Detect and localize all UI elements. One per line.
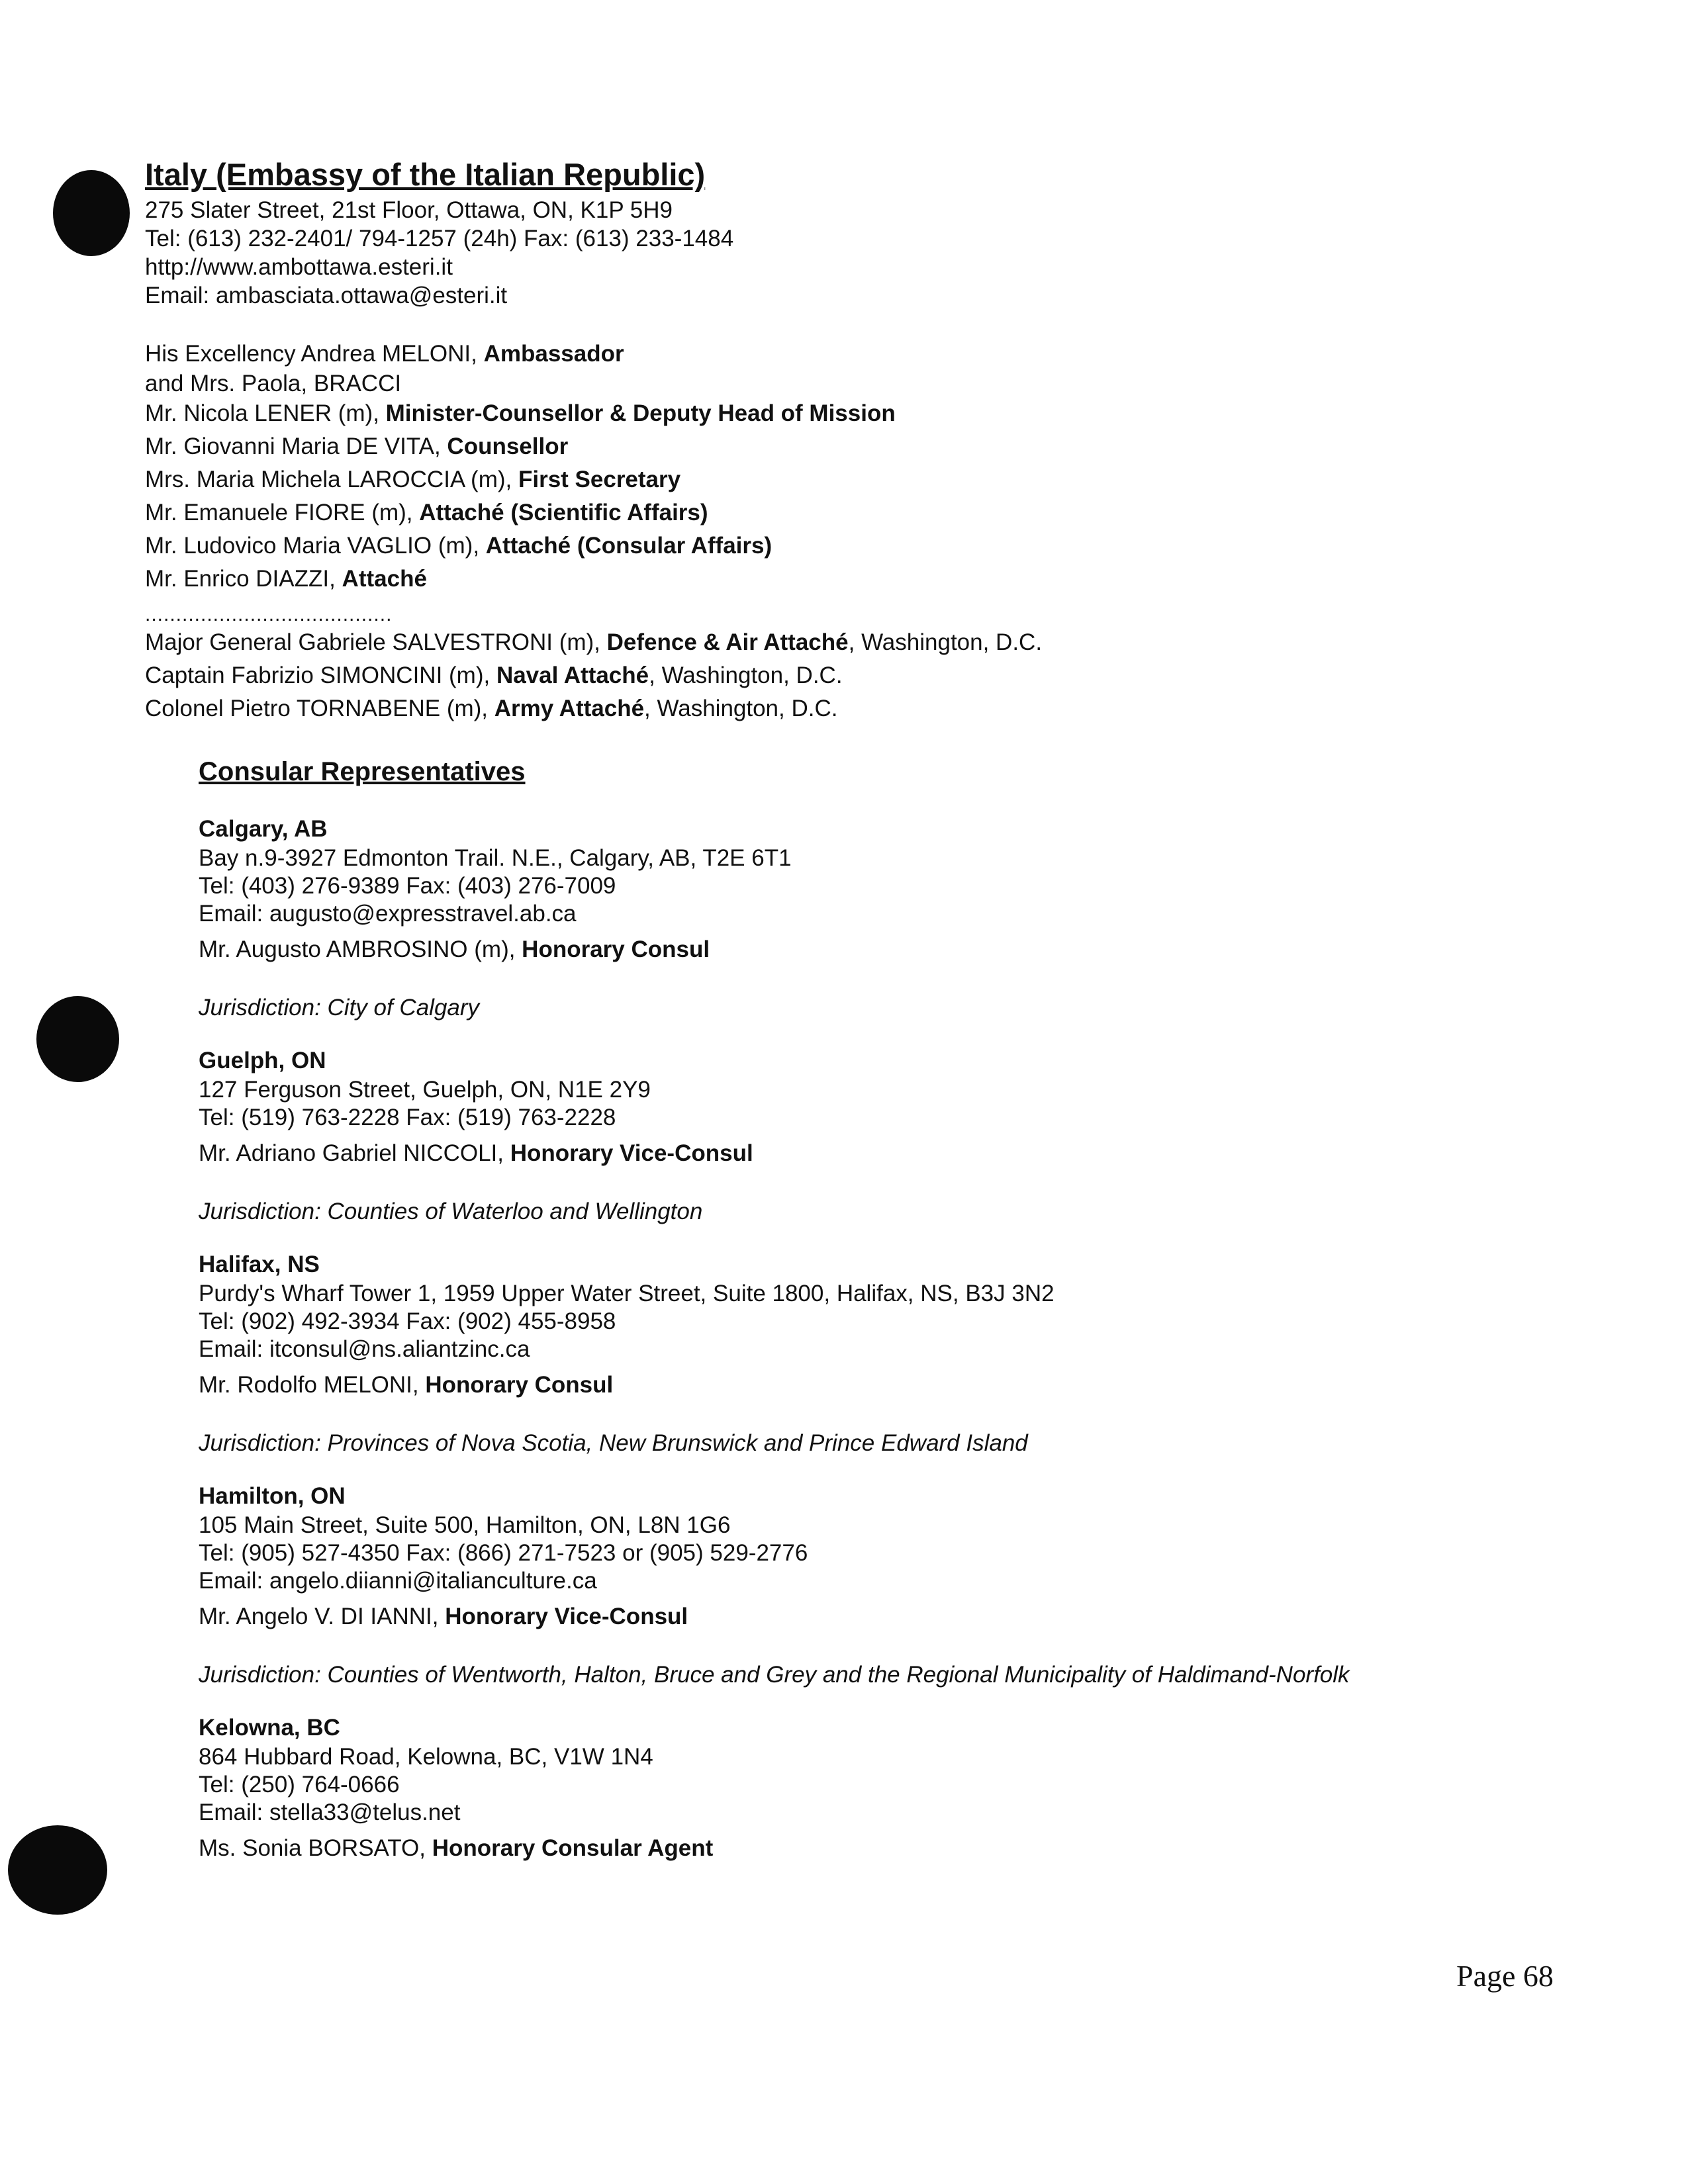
staff-name: His Excellency Andrea MELONI, [145,341,484,367]
person-name: Mr. Rodolfo MELONI, [199,1372,426,1398]
consular-heading: Consular Representatives [199,757,526,786]
staff-name: and Mrs. Paola, BRACCI [145,371,402,396]
staff-name: Mr. Enrico DIAZZI, [145,566,342,592]
staff-name: Mr. Nicola LENER (m), [145,400,386,426]
staff-list [145,338,1469,596]
entry-city: Calgary, AB [199,816,328,842]
entry-phone: Tel: (902) 492-3934 Fax: (902) 455-8958 [199,1308,616,1334]
consular-entry-kelowna [199,1713,1489,1862]
attache-location: , Washington, D.C. [848,629,1043,655]
attache-name: Captain Fabrizio SIMONCINI (m), [145,662,496,688]
entry-address: Bay n.9-3927 Edmonton Trail. N.E., Calgary, AB, T2E 6T1 [199,845,792,871]
entry-jurisdiction: Jurisdiction: Counties of Wentworth, Halton, Bruce and Grey and the Regional Municipality of Haldimand-Norfolk [199,1662,1350,1688]
punch-hole-top [53,170,130,256]
staff-item [145,397,1469,430]
entry-phone: Tel: (905) 527-4350 Fax: (866) 271-7523 or (905) 529-2776 [199,1540,808,1566]
entry-address: 864 Hubbard Road, Kelowna, BC, V1W 1N4 [199,1744,653,1770]
page-number: Page 68 [1456,1959,1554,1993]
entry-person [199,1371,1489,1399]
entry-city: Hamilton, ON [199,1483,346,1509]
person-name: Ms. Sonia BORSATO, [199,1835,432,1861]
attache-title: Defence & Air Attaché [606,629,849,655]
attache-name: Major General Gabriele SALVESTRONI (m), [145,629,607,655]
staff-item [145,496,1469,529]
staff-name: Mr. Ludovico Maria VAGLIO (m), [145,533,486,559]
attache-item [145,626,1469,659]
entry-person [199,1140,1489,1167]
entry-city: Kelowna, BC [199,1715,340,1741]
entry-email: Email: angelo.diianni@italianculture.ca [199,1568,597,1594]
staff-title: Attaché (Consular Affairs) [485,533,773,559]
person-role: Honorary Consul [425,1372,614,1398]
embassy-title: Italy (Embassy of the Italian Republic) [145,157,706,192]
embassy-website: http://www.ambottawa.esteri.it [145,254,453,280]
attache-title: Army Attaché [494,696,645,721]
staff-title: Ambassador [483,341,624,367]
entry-address: 105 Main Street, Suite 500, Hamilton, ON, L8N 1G6 [199,1512,731,1538]
entry-person [199,1835,1489,1862]
separator-dots: ........................................ [145,604,393,625]
entry-phone: Tel: (250) 764-0666 [199,1772,400,1797]
staff-title: Attaché (Scientific Affairs) [419,500,708,525]
embassy-phones: Tel: (613) 232-2401/ 794-1257 (24h) Fax: (613) 233-1484 [145,226,734,251]
entry-address: Purdy's Wharf Tower 1, 1959 Upper Water Street, Suite 1800, Halifax, NS, B3J 3N2 [199,1281,1055,1306]
staff-item [145,529,1469,563]
attache-list [145,626,1469,725]
consular-entry-hamilton [199,1481,1489,1689]
staff-title: Minister-Counsellor & Deputy Head of Mission [385,400,896,426]
staff-item [145,463,1469,496]
punch-hole-bottom [8,1825,107,1915]
consular-entry-guelph [199,1046,1489,1226]
person-name: Mr. Adriano Gabriel NICCOLI, [199,1140,510,1166]
entry-person [199,1603,1489,1631]
staff-item [145,371,1469,397]
attache-item [145,659,1469,692]
staff-item [145,338,1469,371]
entry-address: 127 Ferguson Street, Guelph, ON, N1E 2Y9 [199,1077,651,1103]
entry-jurisdiction: Jurisdiction: Counties of Waterloo and Wellington [199,1199,703,1224]
entry-city: Halifax, NS [199,1251,320,1277]
attache-location: , Washington, D.C. [649,662,843,688]
attache-item [145,692,1469,725]
staff-title: Counsellor [447,433,569,459]
person-role: Honorary Vice-Consul [445,1604,688,1629]
embassy-section [145,158,1469,725]
entry-city: Guelph, ON [199,1048,326,1073]
attache-location: , Washington, D.C. [644,696,838,721]
staff-name: Mr. Giovanni Maria DE VITA, [145,433,447,459]
person-role: Honorary Consul [522,936,710,962]
person-role: Honorary Consular Agent [432,1835,714,1861]
staff-name: Mrs. Maria Michela LAROCCIA (m), [145,467,518,492]
attache-title: Naval Attaché [496,662,649,688]
person-role: Honorary Vice-Consul [510,1140,753,1166]
entry-jurisdiction: Jurisdiction: City of Calgary [199,995,480,1021]
person-name: Mr. Augusto AMBROSINO (m), [199,936,522,962]
embassy-email: Email: ambasciata.ottawa@esteri.it [145,283,508,308]
entry-email: Email: stella33@telus.net [199,1799,461,1825]
entry-email: Email: itconsul@ns.aliantzinc.ca [199,1336,530,1362]
consular-entry-halifax [199,1250,1489,1457]
punch-hole-middle [36,996,119,1082]
consular-entry-calgary [199,814,1489,1022]
staff-title: First Secretary [518,467,681,492]
consular-section [199,756,1489,1886]
person-name: Mr. Angelo V. DI IANNI, [199,1604,445,1629]
entry-phone: Tel: (403) 276-9389 Fax: (403) 276-7009 [199,873,616,899]
entry-person [199,936,1489,964]
entry-phone: Tel: (519) 763-2228 Fax: (519) 763-2228 [199,1105,616,1130]
attache-name: Colonel Pietro TORNABENE (m), [145,696,494,721]
staff-title: Attaché [342,566,427,592]
staff-item [145,430,1469,463]
entry-email: Email: augusto@expresstravel.ab.ca [199,901,577,927]
staff-name: Mr. Emanuele FIORE (m), [145,500,420,525]
entry-jurisdiction: Jurisdiction: Provinces of Nova Scotia, New Brunswick and Prince Edward Island [199,1430,1028,1456]
staff-item [145,563,1469,596]
embassy-address: 275 Slater Street, 21st Floor, Ottawa, ON, K1P 5H9 [145,197,673,223]
